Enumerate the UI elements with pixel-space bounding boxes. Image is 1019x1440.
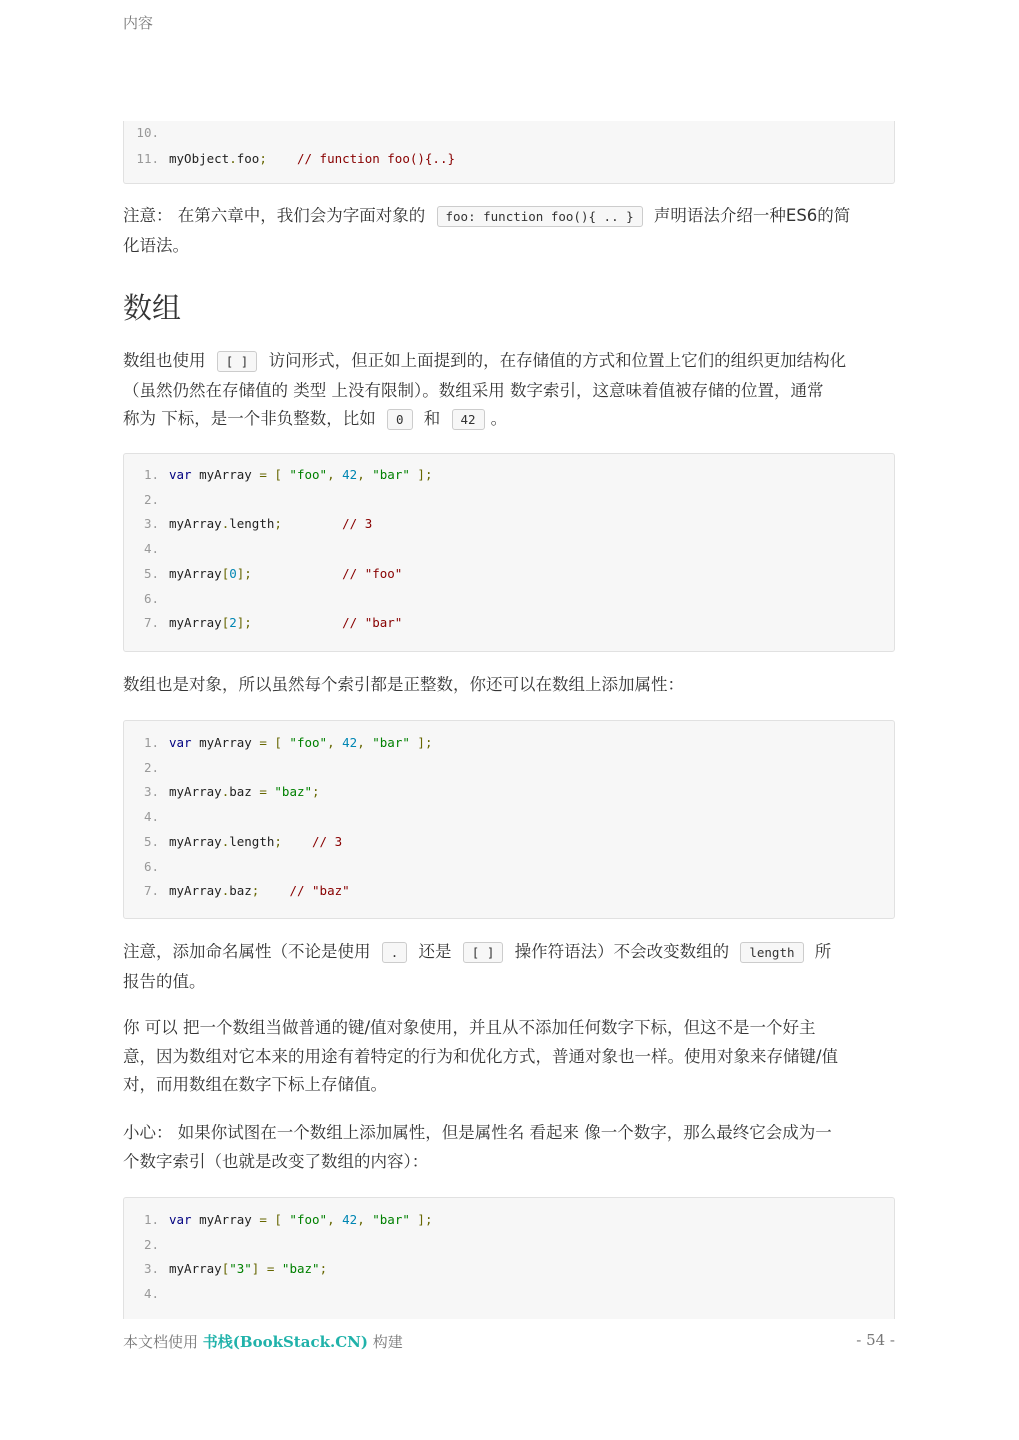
code-text: var myArray = [ "foo", 42, "bar" ];	[169, 1212, 433, 1227]
line-number: 1.	[143, 735, 159, 750]
para-text: 你 可以 把一个数组当做普通的键/值对象使用，并且从不添加任何数字下标，但这不是一个好主	[123, 1018, 816, 1037]
code-text: myArray.baz = "baz";	[169, 784, 320, 800]
line-number: 3.	[143, 516, 159, 532]
code-text: myArray.baz; // "baz"	[169, 883, 350, 899]
code-text: myArray[0]; // "foo"	[169, 565, 403, 581]
para-text: 注意，添加命名属性（不论是使用	[123, 942, 371, 961]
para-text: 个数字索引（也就是改变了数组的内容）：	[123, 1151, 429, 1171]
para-text: 。	[490, 409, 508, 428]
line-number: 5.	[143, 833, 159, 849]
code-line	[124, 512, 372, 536]
code-line	[124, 1233, 169, 1257]
line-number: 10.	[136, 125, 159, 140]
para-text: 和	[423, 409, 441, 428]
code-line	[124, 488, 169, 512]
para-text: 报告的值。	[123, 971, 206, 991]
caution-prefix: 小心：	[123, 1123, 173, 1142]
code-line	[124, 731, 432, 755]
code-text: myArray["3"] = "baz";	[169, 1261, 328, 1276]
code-line	[124, 780, 320, 804]
code-line	[124, 855, 169, 879]
footer-suffix: 构建	[372, 1333, 403, 1351]
para-text: （虽然仍然在存储值的 类型 上没有限制）。数组采用 数字索引，这意味着值被存储的位置，通常	[123, 380, 824, 400]
code-text: myArray.length; // 3	[169, 833, 343, 849]
body-paragraph	[123, 347, 895, 435]
para-text: 所	[814, 942, 832, 961]
code-line	[124, 562, 402, 586]
line-number: 2.	[143, 759, 159, 775]
code-text: myObject.foo; // function foo(){..}	[169, 150, 456, 166]
line-number: 3.	[143, 784, 159, 800]
body-paragraph	[123, 1014, 895, 1100]
para-text: 意，因为数组对它本来的用途有着特定的行为和优化方式，普通对象也一样。使用对象来存储键/值	[123, 1046, 839, 1066]
line-number: 5.	[143, 565, 159, 581]
code-line	[124, 1208, 432, 1232]
note-text: 声明语法介绍一种ES6的简	[653, 206, 851, 225]
code-line	[124, 537, 169, 561]
code-block	[123, 720, 895, 919]
code-block	[123, 121, 895, 184]
para-text: 还是	[418, 942, 452, 961]
line-number: 2.	[143, 1236, 159, 1252]
line-number: 11.	[136, 150, 159, 166]
inline-code: [ ]	[217, 351, 258, 372]
code-line	[124, 805, 169, 829]
page-number: - 54 -	[856, 1331, 895, 1349]
code-block	[123, 453, 895, 652]
body-paragraph	[123, 938, 895, 996]
inline-code: foo: function foo(){ .. }	[437, 206, 643, 227]
line-number: 2.	[143, 491, 159, 507]
para-text: 数组也使用	[123, 351, 206, 370]
code-line	[124, 1282, 169, 1306]
code-text: myArray[2]; // "bar"	[169, 615, 403, 631]
note-paragraph	[123, 202, 895, 260]
inline-code: length	[740, 942, 803, 963]
code-line	[124, 147, 455, 171]
inline-code: [ ]	[463, 942, 504, 963]
footer-credit	[123, 1331, 403, 1352]
code-line	[124, 756, 169, 780]
footer-brand-link[interactable]: 书栈(BookStack.CN)	[202, 1333, 368, 1351]
inline-code: .	[382, 942, 408, 963]
para-text: 数组也是对象，所以虽然每个索引都是正整数，你还可以在数组上添加属性：	[123, 675, 684, 694]
line-number: 6.	[143, 590, 159, 606]
body-paragraph	[123, 1119, 895, 1176]
note-text: 化语法。	[123, 235, 189, 255]
para-text: 操作符语法）不会改变数组的	[514, 942, 730, 961]
page-header-label: 内容	[123, 14, 154, 32]
section-title: 数组	[123, 291, 182, 325]
line-number: 1.	[143, 467, 159, 482]
code-line	[124, 121, 169, 145]
code-block	[123, 1197, 895, 1319]
code-line	[124, 830, 342, 854]
footer-prefix: 本文档使用	[123, 1333, 199, 1351]
para-text: 如果你试图在一个数组上添加属性，但是属性名 看起来 像一个数字，那么最终它会成为一	[177, 1123, 832, 1142]
line-number: 4.	[143, 1285, 159, 1301]
line-number: 4.	[143, 809, 159, 825]
code-text: myArray.length; // 3	[169, 516, 373, 532]
para-text: 称为 下标，是一个非负整数，比如	[123, 409, 376, 428]
code-text: var myArray = [ "foo", 42, "bar" ];	[169, 735, 433, 750]
line-number: 7.	[143, 883, 159, 899]
code-line	[124, 879, 350, 903]
code-line	[124, 1257, 327, 1281]
body-paragraph	[123, 671, 895, 700]
note-text: 在第六章中，我们会为字面对象的	[177, 206, 426, 225]
code-text: var myArray = [ "foo", 42, "bar" ];	[169, 467, 433, 482]
line-number: 6.	[143, 858, 159, 874]
para-text: 对，而用数组在数字下标上存储值。	[123, 1075, 387, 1094]
code-line	[124, 611, 402, 635]
inline-code: 42	[452, 409, 485, 430]
line-number: 4.	[143, 541, 159, 557]
code-line	[124, 463, 432, 487]
code-line	[124, 587, 169, 611]
line-number: 3.	[143, 1261, 159, 1276]
line-number: 7.	[143, 615, 159, 631]
para-text: 访问形式，但正如上面提到的，在存储值的方式和位置上它们的组织更加结构化	[268, 351, 847, 370]
note-prefix: 注意：	[123, 206, 173, 225]
inline-code: 0	[387, 409, 413, 430]
line-number: 1.	[143, 1212, 159, 1227]
